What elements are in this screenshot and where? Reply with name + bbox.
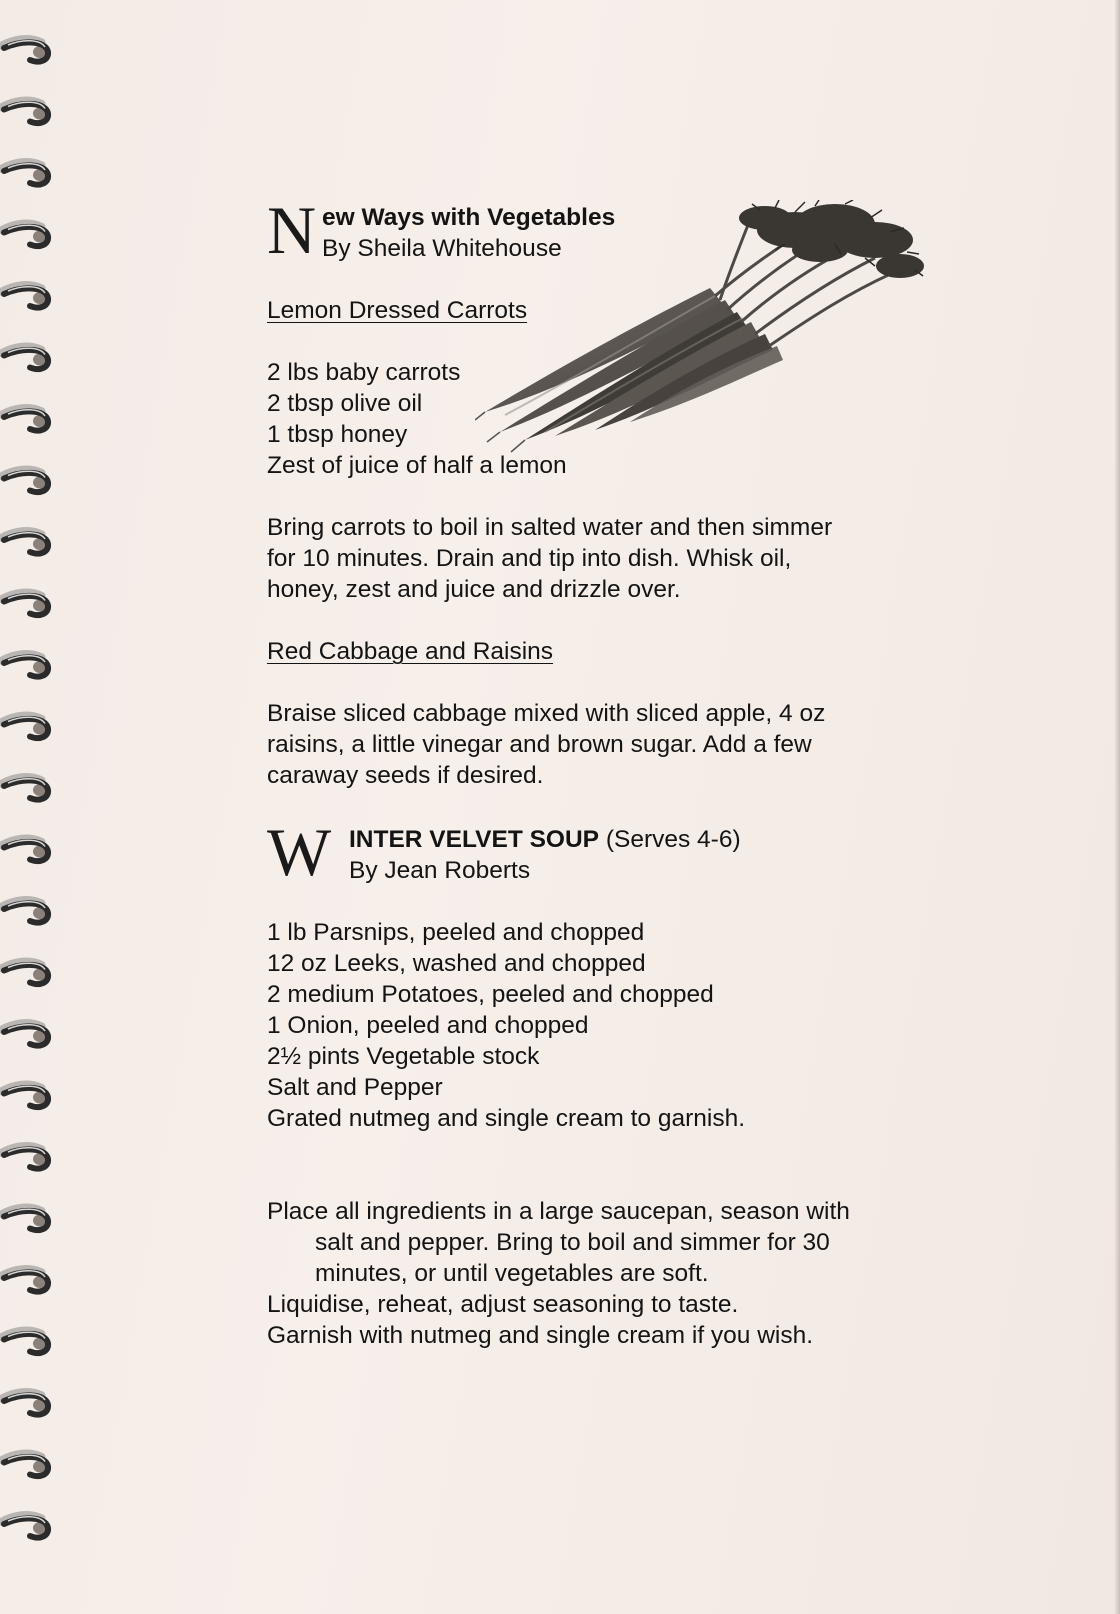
ingredient-line: Grated nutmeg and single cream to garnish. — [267, 1105, 746, 1132]
ingredient-line: Salt and Pepper — [267, 1074, 443, 1101]
method-line: Place all ingredients in a large saucepan, season with — [267, 1198, 850, 1225]
spiral-coil — [0, 961, 48, 984]
spiral-coil — [0, 777, 48, 800]
sub1-title: Lemon Dressed Carrots — [267, 297, 528, 324]
spiral-coil — [0, 469, 48, 492]
recipe2-title-block — [349, 824, 741, 886]
spiral-coil — [0, 285, 48, 308]
recipe-content — [267, 192, 967, 1351]
method-line: Bring carrots to boil in salted water and then simmer — [267, 514, 833, 541]
spiral-coil — [0, 1515, 48, 1538]
spiral-coil — [0, 1084, 48, 1107]
method-line: for 10 minutes. Drain and tip into dish. Whisk oil, — [267, 545, 792, 572]
sub2-title: Red Cabbage and Raisins — [267, 638, 554, 665]
ingredient-line: 12 oz Leeks, washed and chopped — [267, 950, 646, 977]
page-edge-shadow — [1114, 0, 1120, 1614]
method-line: Braise sliced cabbage mixed with sliced apple, 4 oz — [267, 700, 826, 727]
recipe1-heading — [267, 192, 967, 268]
method-line: honey, zest and juice and drizzle over. — [267, 576, 681, 603]
spiral-coil — [0, 838, 48, 861]
recipe1-title: ew Ways with Vegetables — [322, 204, 616, 231]
spiral-coil — [0, 408, 48, 431]
spiral-coil — [0, 223, 48, 246]
spiral-binding — [0, 0, 70, 1614]
ingredient-line: Zest of juice of half a lemon — [267, 452, 567, 479]
ingredient-line: 1 Onion, peeled and chopped — [267, 1012, 589, 1039]
recipe2-author: By Jean Roberts — [349, 857, 531, 884]
recipe2-dropcap: W — [267, 814, 332, 890]
ingredient-line: 1 tbsp honey — [267, 421, 408, 448]
recipe1-author: By Sheila Whitehouse — [322, 235, 562, 262]
spiral-coil — [0, 1269, 48, 1292]
spiral-coil — [0, 654, 48, 677]
ingredient-line: 1 lb Parsnips, peeled and chopped — [267, 919, 645, 946]
recipe1-dropcap: N — [267, 192, 317, 268]
spiral-coil — [0, 1330, 48, 1353]
spiral-coil — [0, 1023, 48, 1046]
spiral-coil — [0, 1392, 48, 1415]
spiral-coil — [0, 531, 48, 554]
method-line: salt and pepper. Bring to boil and simmer for 30 — [315, 1229, 830, 1256]
spiral-coil — [0, 162, 48, 185]
method-line: caraway seeds if desired. — [267, 762, 544, 789]
recipe2-heading — [267, 814, 967, 890]
spiral-coil — [0, 900, 48, 923]
ingredient-line: 2 lbs baby carrots — [267, 359, 461, 386]
ingredient-line: 2 tbsp olive oil — [267, 390, 423, 417]
ingredient-line: 2½ pints Vegetable stock — [267, 1043, 540, 1070]
spiral-coil — [0, 715, 48, 738]
ingredient-line: 2 medium Potatoes, peeled and chopped — [267, 981, 714, 1008]
recipe1-title-block — [322, 202, 615, 264]
spiral-coil — [0, 592, 48, 615]
spiral-coil — [0, 100, 48, 123]
method-line: raisins, a little vinegar and brown sugar. Add a few — [267, 731, 812, 758]
spiral-coil — [0, 1453, 48, 1476]
spiral-coil — [0, 1207, 48, 1230]
method-line: Garnish with nutmeg and single cream if you wish. — [267, 1322, 814, 1349]
method-line: minutes, or until vegetables are soft. — [315, 1260, 709, 1287]
spiral-coil — [0, 346, 48, 369]
spiral-coil — [0, 39, 48, 62]
method-line: Liquidise, reheat, adjust seasoning to taste. — [267, 1291, 739, 1318]
recipe2-serves: (Serves 4-6) — [599, 826, 741, 853]
spiral-coil — [0, 1146, 48, 1169]
recipe2-title: INTER VELVET SOUP — [349, 826, 600, 853]
